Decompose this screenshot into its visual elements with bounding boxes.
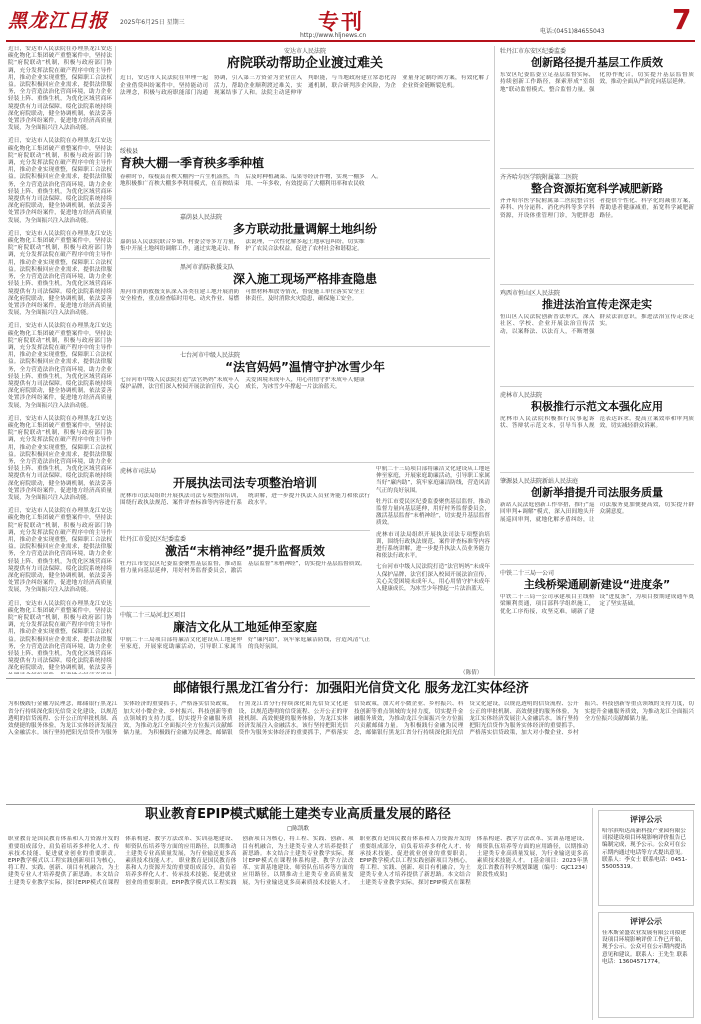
- newspaper-name: 黑龙江日报: [8, 10, 109, 32]
- lead-column: [8, 46, 112, 674]
- article-body: [120, 493, 370, 527]
- article-body: [500, 198, 694, 280]
- article-body: [500, 72, 694, 162]
- article-body-text: 中铁二十三局一公司承建项目主线桥梁顺利贯通，项目部科学组织施工，优化工序衔接，攻坚克难，刷新了建设“进度条”，为项目按期建成通车奠定了坚实基础。: [500, 594, 694, 615]
- article-headline: 积极推行示范文本强化应用: [531, 400, 663, 413]
- continuation-column: [376, 466, 490, 674]
- article-footnote: [基金项目：2023年黑龙江省教育科学规划课题（编号：GJC1234）阶段性成果]: [476, 857, 588, 879]
- header-rule: [6, 40, 695, 42]
- article-body: [500, 502, 694, 560]
- article-duobaoshan: [120, 212, 490, 252]
- signature: （陈倩）: [460, 670, 483, 676]
- continuation-text-2: 牡丹江市爱民区纪委监委聚焦基层监督，推动监督力量向基层延伸，用好村务监督委员会，激活基层监督“末梢神经”，切实提升基层监督质效。: [376, 498, 490, 527]
- article-body: [8, 701, 694, 797]
- section-title: 专刊: [318, 9, 364, 34]
- article-headline: 开展执法司法专项整治培训: [172, 476, 317, 490]
- article-jifa: [120, 534, 370, 604]
- notice-body: 佳木斯金盛农业发展有限公司拟建设项目环境影响评价工作已开始，现予公示。公众可在公示期内提出意见和建议。联系人：王先生 联系电话：13604571774。: [602, 930, 688, 965]
- lead-column-text-4: 近日，安达市人民法院在办理黑龙江安达碳化物化工集团破产重整案件中，坚持法院“府院联动”机制，积极与政府部门协调，充分发挥法院在破产程序中的主导作用，推动企业实现重整，保障职工合法权益。法院积极回应企业需求，提供法律服务，全力营造法治化营商环境，助力企业轻装上阵、重焕生机，为优化区域营商环境提供有力司法保障。绥化法院系统持续深化府院联动，健全协调机制，依法妥善处置涉企纠纷案件，促进地方经济高质量发展，为全面振兴注入法治动能。: [8, 323, 112, 409]
- article-body-text: 虎林市司法局组织开展执法司法专项整治培训，围绕行政执法规范、案件评查标准等内容进行系统讲解，进一步提升执法人员业务能力和依法行政水平。: [120, 493, 370, 507]
- article-headline: 多方联动批量调解土地纠纷: [232, 222, 377, 236]
- article-source: 牡丹江市爱民区纪委监委: [120, 536, 187, 543]
- article-body-text: 东安区纪委监委立足基层监督实际，持续创新工作路径，探索形成“室组地”联动监督模式，整合监督力量，强化协作配合，切实提升基层监督质效，推动全面从严治党向基层延伸。: [500, 72, 694, 93]
- article-source: 牡丹江市东安区纪委监委: [500, 48, 567, 55]
- article-body-text: 职业教育是国民教育体系和人力资源开发的重要组成部分，肩负着培养多样化人才、传承技术技能、促进就业创业的重要职责。EPIP教学模式以工程实践创新项目为核心，将工程、实践、创新、项目有机融合，为土建类专业人才培养提供了新思路。本文结合土建类专业教学实际，探讨EPIP模式在课程体系构建、教学方法改革、实训基地建设、师资队伍培养等方面的应用路径，以期推动土建类专业高质量发展，为行业输送更多高素质技术技能人才。: [8, 836, 237, 886]
- article-chuangxin: [500, 476, 694, 562]
- article-body: [500, 314, 694, 382]
- article-body: [120, 174, 490, 206]
- article-yuqing: [120, 146, 490, 206]
- article-headline: 创新举措提升司法服务质量: [531, 486, 663, 499]
- article-headline: 整合资源拓宽科学减肥新路: [531, 182, 663, 195]
- article-body: [120, 561, 370, 605]
- article-source: 中铁二十三局一公司: [500, 570, 555, 577]
- article-mudan: [500, 46, 694, 164]
- article-body-text: 近日，安达市人民法院在审理一起企业借贷纠纷案件中，坚持能动司法理念，积极与政府职能部门沟通协调，引入第三方资金为企业注入活力，帮助企业顺利渡过难关，实现案结事了人和。法院主动延伸审判职能，与当地政府建立常态化沟通机制，联合研判涉企风险，为企业量身定制纾困方案，有效化解了企业资金链断裂危机。: [120, 75, 490, 96]
- continuation-text: 中航二十三局项目部将廉洁文化建设从工地延伸至家庭，开展家庭助廉活动，引导职工家属当好“廉内助”，筑牢家庭廉洁防线，营造风清气正的良好氛围。: [376, 466, 490, 494]
- article-body-text: 七台河市中级人民法院打造“法官妈妈”未成年人保护品牌，法官们深入校园开展法治宣传，关心关爱困境未成年人，用心用情守护未成年人健康成长，为冰雪少年撑起一片法治蓝天。: [120, 377, 365, 391]
- article-headline: 深入施工现场严格排查隐患: [232, 272, 377, 286]
- website-url[interactable]: http://www.hljnews.cn: [300, 32, 367, 39]
- article-headline: 廉洁文化从工地延伸至家庭: [172, 620, 317, 634]
- article-headline: 主线桥梁通刷新建设“进度条”: [523, 578, 671, 591]
- lead-column-text-3: 近日，安达市人民法院在办理黑龙江安达碳化物化工集团破产重整案件中，坚持法院“府院联动”机制，积极与政府部门协调，充分发挥法院在破产程序中的主导作用，推动企业实现重整，保障职工合法权益。法院积极回应企业需求，提供法律服务，全力营造法治化营商环境，助力企业轻装上阵、重焕生机，为优化区域营商环境提供有力司法保障。绥化法院系统持续深化府院联动，健全协调机制，依法妥善处置涉企纠纷案件，促进地方经济高质量发展，为全面振兴注入法治动能。: [8, 230, 112, 317]
- article-body-text-2: 职业教育是国民教育体系和人力资源开发的重要组成部分，肩负着培养多样化人才、传承技术技能、促进就业创业的重要职责。EPIP教学模式以工程实践创新项目为核心，将工程、实践、创新、项目有机融合，为土建类专业人才培养提供了新思路。本文结合土建类专业教学实际，探讨EPIP模式在课程体系构建、教学方法改革、实训基地建设、师资队伍培养等方面的应用路径，以期推动土建类专业高质量发展，为行业输送更多高素质技术技能人才。: [125, 836, 354, 886]
- continuation-text-3: 虎林市司法局组织开展执法司法专项整治培训，围绕行政执法规范、案件评查标准等内容进行系统讲解，进一步提升执法人员业务能力和依法行政水平。: [376, 531, 490, 560]
- article-source: 嘉荫县人民法院: [180, 214, 223, 221]
- article-source: 鸡西市恒山区人民法院: [500, 290, 561, 297]
- article-body: [500, 594, 694, 672]
- notice-body: 哈尔滨哈达高新科技产业园有限公司拟建设项目环境影响评价报告已编制完成，现予公示。公众可在公示期内通过电话等方式提出意见。联系人：李女士 联系电话：0451-55005319。: [602, 828, 688, 871]
- notice-title: 评评公示: [630, 815, 662, 824]
- article-zhuxian: [500, 568, 694, 674]
- article-body-text-3: 职业教育是国民教育体系和人力资源开发的重要组成部分，肩负着培养多样化人才、传承技术技能、促进就业创业的重要职责。EPIP教学模式以工程实践创新项目为核心，将工程、实践、创新、项目有机融合，为土建类专业人才培养提供了新思路。本文结合土建类专业教学实际，探讨EPIP模式在课程体系构建、教学方法改革、实训基地建设、师资队伍培养等方面的应用路径，以期推动土建类专业高质量发展，为行业输送更多高素质技术技能人才。: [359, 836, 588, 886]
- column-divider: [494, 46, 495, 676]
- section-rule: [6, 678, 695, 679]
- section-rule: [6, 804, 695, 805]
- article-body-text-3: 为积极践行金融为民理念，邮储银行黑龙江省分行持续深化阳光信贷文化建设，以规范透明的信贷流程、公开公正的审批机制、高效便捷的服务体验，为龙江实体经济发展注入金融活水。该行坚持把阳光信贷作为服务实体经济的重要抓手，严格落实信贷政策，加大对小微企业、乡村振兴、科技创新等重点领域的支持力度，切实提升金融服务质效，为推动龙江全面振兴全方位振兴贡献邮储力量。: [353, 701, 694, 737]
- lead-column-text: 近日，安达市人民法院在办理黑龙江安达碳化物化工集团破产重整案件中，坚持法院“府院联动”机制，积极与政府部门协调，充分发挥法院在破产程序中的主导作用，推动企业实现重整，保障职工合法权益。法院积极回应企业需求，提供法律服务，全力营造法治化营商环境，助力企业轻装上阵、重焕生机，为优化区域营商环境提供有力司法保障。绥化法院系统持续深化府院联动，健全协调机制，依法妥善处置涉企纠纷案件，促进地方经济高质量发展，为全面振兴注入法治动能。: [8, 46, 112, 132]
- article-source: 虎林市司法局: [120, 468, 157, 475]
- article-source: 绥棱县: [120, 148, 139, 155]
- section-rule: [500, 168, 694, 169]
- article-youchu: [8, 682, 694, 800]
- article-body-text: 嘉荫县人民法院联合乡镇、村委会等多方力量，集中开展土地纠纷调解工作，通过实地走访、释法说理，一次性化解多起土地承包纠纷，切实维护了农民合法权益，促进了农村社会和谐稳定。: [120, 239, 365, 253]
- article-fuyuan: [120, 46, 490, 136]
- article-body-text: 牡丹江市爱民区纪委监委聚焦基层监督，推动监督力量向基层延伸，用好村务监督委员会，激活基层监督“末梢神经”，切实提升基层监督质效。: [120, 561, 366, 575]
- article-source: 七台河市中级人民法院: [180, 352, 241, 359]
- article-headline: “法官妈妈”温情守护冰雪少年: [225, 360, 385, 374]
- article-source: 虎林市人民法院: [500, 392, 543, 399]
- section-rule: [120, 606, 370, 607]
- article-tuijin: [500, 288, 694, 384]
- article-body-text: 黑河市消防救援支队深入各类在建工地开展消防安全检查，重点检查临时用电、动火作业、易燃可燃材料堆放等情况，督促施工单位落实安全主体责任，及时消除火灾隐患，确保施工安全。: [120, 289, 365, 303]
- article-body: [120, 75, 490, 135]
- notice-title: 评评公示: [630, 917, 662, 926]
- article-source: 齐齐哈尔医学院附属第二医院: [500, 174, 579, 181]
- section-rule: [500, 564, 694, 565]
- article-body-text: 齐齐哈尔医学院附属第二医院整合营养科、内分泌科、消化内科等多学科资源，开设体重管理门诊，为肥胖患者提供个性化、科学化的减重方案，帮助患者健康减重，拓宽科学减肥新路径。: [500, 198, 694, 219]
- article-qiqihar: [500, 172, 694, 282]
- article-source: 安达市人民法院: [283, 48, 326, 55]
- continuation-text-4: 七台河市中级人民法院打造“法官妈妈”未成年人保护品牌，法官们深入校园开展法治宣传，关心关爱困境未成年人，用心用情守护未成年人健康成长，为冰雪少年撑起一片法治蓝天。: [376, 564, 490, 593]
- section-rule: [120, 346, 490, 347]
- article-byline: □陈凯歌: [286, 826, 310, 833]
- lead-column-text-6: 近日，安达市人民法院在办理黑龙江安达碳化物化工集团破产重整案件中，坚持法院“府院联动”机制，积极与政府部门协调，充分发挥法院在破产程序中的主导作用，推动企业实现重整，保障职工合法权益。法院积极回应企业需求，提供法律服务，全力营造法治化营商环境，助力企业轻装上阵、重焕生机，为优化区域营商环境提供有力司法保障。绥化法院系统持续深化府院联动，健全协调机制，依法妥善处置涉企纠纷案件，促进地方经济高质量发展，为全面振兴注入法治动能。: [8, 508, 112, 594]
- article-headline: 推进法治宣传走深走实: [542, 298, 652, 311]
- lead-column-text-5: 近日，安达市人民法院在办理黑龙江安达碳化物化工集团破产重整案件中，坚持法院“府院联动”机制，积极与政府部门协调，充分发挥法院在破产程序中的主导作用，推动企业实现重整，保障职工合法权益。法院积极回应企业需求，提供法律服务，全力营造法治化营商环境，助力企业轻装上阵、重焕生机，为优化区域营商环境提供有力司法保障。绥化法院系统持续深化府院联动，健全协调机制，依法妥善处置涉企纠纷案件，促进地方经济高质量发展，为全面振兴注入法治动能。: [8, 415, 112, 501]
- article-jiji: [500, 390, 694, 470]
- section-rule: [120, 462, 490, 463]
- article-body: [120, 377, 490, 459]
- lead-column-text-7: 近日，安达市人民法院在办理黑龙江安达碳化物化工集团破产重整案件中，坚持法院“府院联动”机制，积极与政府部门协调，充分发挥法院在破产程序中的主导作用，推动企业实现重整，保障职工合法权益。法院积极回应企业需求，提供法律服务，全力营造法治化营商环境，助力企业轻装上阵、重焕生机，为优化区域营商环境提供有力司法保障。绥化法院系统持续深化府院联动，健全协调机制，依法妥善: [8, 600, 112, 672]
- article-headline: 府院联动帮助企业渡过难关: [226, 56, 383, 71]
- phone-number: 电话:(0451)84655043: [540, 28, 605, 35]
- article-headline: 创新路径提升基层工作质效: [531, 56, 663, 69]
- article-body-text: 新站人民法庭创新工作举措，推行“巡回审判+调解”模式，深入田间地头开展巡回审判，就地化解矛盾纠纷，让司法服务更加便捷高效，切实提升群众满意度。: [500, 502, 694, 523]
- issue-date: 2025年6月25日 星期三: [120, 19, 185, 26]
- article-body-text: 中航二十三局项目部将廉洁文化建设从工地延伸至家庭，开展家庭助廉活动，引导职工家属当好“廉内助”，筑牢家庭廉洁防线，营造风清气正的良好氛围。: [120, 637, 370, 651]
- column-divider: [592, 808, 593, 1020]
- article-headline: 职业教育EPIP模式赋能土建类专业高质量发展的路径: [145, 807, 451, 822]
- article-body-text: 春耕时节，绥棱县育秧大棚内一片生机盎然，当地积极推广育秧大棚多季利用模式，在育秧结束后及时种植蔬菜、瓜果等经济作物，实现一棚多用、一年多收，有效提高了大棚利用率和农民收入。: [120, 174, 382, 188]
- article-body-text: 虎林市人民法院积极推行民事起诉状、答辩状示范文本，引导当事人规范表达诉求，提高立案效率和审判质效，切实减轻群众诉累。: [500, 416, 694, 430]
- lead-column-text-2: 近日，安达市人民法院在办理黑龙江安达碳化物化工集团破产重整案件中，坚持法院“府院联动”机制，积极与政府部门协调，充分发挥法院在破产程序中的主导作用，推动企业实现重整，保障职工合法权益。法院积极回应企业需求，提供法律服务，全力营造法治化营商环境，助力企业轻装上阵、重焕生机，为优化区域营商环境提供有力司法保障。绥化法院系统持续深化府院联动，健全协调机制，依法妥善处置涉企纠纷案件，促进地方经济高质量发展，为全面振兴注入法治动能。: [8, 138, 112, 224]
- article-source: 黑河市消防救援支队: [180, 264, 235, 271]
- section-rule: [120, 530, 370, 531]
- article-body: [120, 239, 490, 257]
- article-shenru: [120, 262, 490, 342]
- section-rule: [120, 208, 490, 209]
- article-body: [500, 416, 694, 468]
- article-body-text: 恒山区人民法院创新普法形式，深入社区、学校、企业开展法治宣传活动，以案释法、以法育人，不断增强群众法治意识，推进法治宣传走深走实。: [500, 314, 694, 335]
- notice-box-1: [598, 810, 694, 906]
- article-body: [8, 836, 588, 1014]
- article-headline: 育秧大棚一季育秧多季种植: [120, 156, 265, 170]
- article-body-text: 为积极践行金融为民理念，邮储银行黑龙江省分行持续深化阳光信贷文化建设，以规范透明的信贷流程、公开公正的审批机制、高效便捷的服务体验，为龙江实体经济发展注入金融活水。该行坚持把阳光信贷作为服务实体经济的重要抓手，严格落实信贷政策，加大对小微企业、乡村振兴、科技创新等重点领域的支持力度，切实提升金融服务质效，为推动龙江全面振兴全方位振兴贡献邮储力量。: [8, 701, 233, 737]
- section-rule: [500, 472, 694, 473]
- column-divider: [115, 46, 116, 676]
- article-body: [120, 289, 490, 339]
- article-body-text-2: 为积极践行金融为民理念，邮储银行黑龙江省分行持续深化阳光信贷文化建设，以规范透明的信贷流程、公开公正的审批机制、高效便捷的服务体验，为龙江实体经济发展注入金融活水。该行坚持把阳光信贷作为服务实体经济的重要抓手，严格落实信贷政策，加大对小微企业、乡村振兴、科技创新等重点领域的支持力度，切实提升金融服务质效，为推动龙江全面振兴全方位振兴贡献邮储力量。: [147, 701, 464, 737]
- article-headline: 邮储银行黑龙江省分行：加强阳光信贷文化 服务龙江实体经济: [173, 681, 529, 696]
- section-rule: [120, 258, 490, 259]
- section-rule: [120, 140, 490, 141]
- article-fayuan: [120, 350, 490, 460]
- article-headline: 激活“末梢神经”提升监督质效: [165, 544, 325, 558]
- section-rule: [500, 284, 694, 285]
- article-source: 中航二十三局河北区项目: [120, 612, 187, 619]
- article-lianjie: [120, 610, 370, 674]
- page-number: 7: [672, 3, 692, 36]
- article-body: [120, 637, 370, 675]
- article-kaizhan: [120, 466, 370, 526]
- notice-box-2: [598, 912, 694, 1018]
- article-source: 肇源县人民法院新站人民法庭: [500, 478, 579, 485]
- article-epip: [8, 808, 588, 1020]
- section-rule: [500, 386, 694, 387]
